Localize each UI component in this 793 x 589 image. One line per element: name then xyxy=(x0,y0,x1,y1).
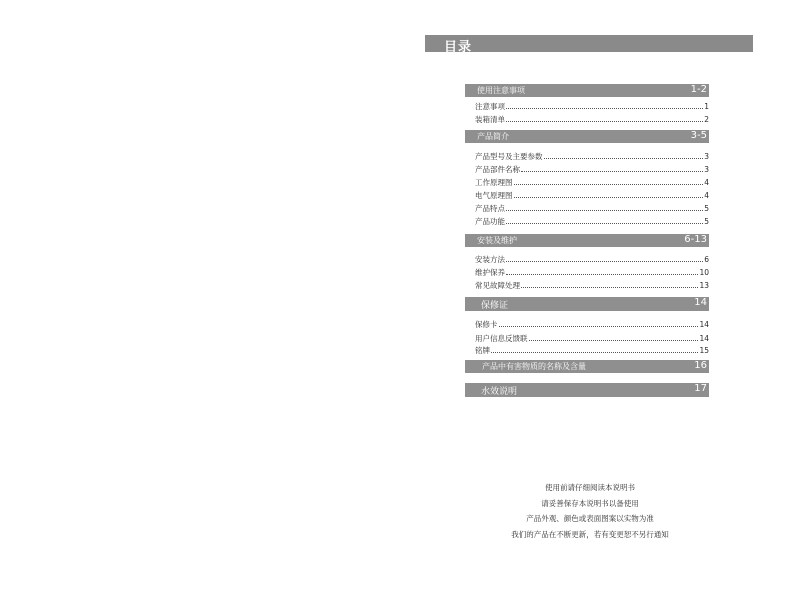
toc-entry-label: 注意事项 xyxy=(475,102,505,111)
toc-entry-label: 维护保养 xyxy=(475,268,505,277)
toc-entry-label: 安装方法 xyxy=(475,255,505,264)
toc-entry-page: 5 xyxy=(704,217,709,226)
toc-entry[interactable] xyxy=(475,333,709,344)
toc-entry[interactable] xyxy=(475,319,709,330)
toc-entry-label: 产品型号及主要参数 xyxy=(475,152,543,161)
toc-entry-label: 铭牌 xyxy=(475,346,490,355)
toc-entry-label: 装箱清单 xyxy=(475,115,505,124)
toc-entry[interactable] xyxy=(475,203,709,214)
section-header-usage-notes[interactable] xyxy=(465,84,709,97)
dot-leader xyxy=(506,216,703,224)
section-pages: 6-13 xyxy=(684,234,707,245)
toc-entry-label: 产品部件名称 xyxy=(475,165,520,174)
dot-leader xyxy=(506,203,703,211)
toc-entry-page: 6 xyxy=(704,255,709,264)
dot-leader xyxy=(544,151,704,159)
section-pages: 17 xyxy=(694,383,707,394)
toc-entry-page: 4 xyxy=(704,178,709,187)
toc-entry-label: 电气原理图 xyxy=(475,191,513,200)
toc-entry-label: 产品特点 xyxy=(475,204,505,213)
section-title: 使用注意事项 xyxy=(477,86,525,95)
toc-entry-page: 3 xyxy=(704,152,709,161)
dot-leader xyxy=(506,254,703,262)
section-title: 水效说明 xyxy=(481,387,518,397)
toc-entry-page: 10 xyxy=(699,268,709,277)
dot-leader xyxy=(499,319,699,327)
section-header-product-intro[interactable] xyxy=(465,130,709,143)
dot-leader xyxy=(506,114,703,122)
section-header-warranty[interactable] xyxy=(465,297,709,311)
toc-entry-label: 用户信息反馈联 xyxy=(475,334,528,343)
section-header-install-maintenance[interactable] xyxy=(465,234,709,247)
toc-entry[interactable] xyxy=(475,254,709,265)
toc-title-bar xyxy=(425,35,753,55)
toc-entry[interactable] xyxy=(475,114,709,125)
dot-leader xyxy=(514,177,704,185)
toc-entry-label: 工作原理图 xyxy=(475,178,513,187)
toc-entry-page: 15 xyxy=(699,346,709,355)
toc-entry-page: 5 xyxy=(704,204,709,213)
toc-entry[interactable] xyxy=(475,345,709,356)
section-pages: 3-5 xyxy=(690,130,707,141)
toc-entry-page: 3 xyxy=(704,165,709,174)
toc-entry-page: 14 xyxy=(699,320,709,329)
section-title: 产品中有害物质的名称及含量 xyxy=(482,362,586,371)
toc-entry-page: 4 xyxy=(704,191,709,200)
dot-leader xyxy=(521,164,703,172)
dot-leader xyxy=(506,267,698,275)
toc-entry[interactable] xyxy=(475,267,709,278)
dot-leader xyxy=(514,190,704,198)
toc-entry-page: 13 xyxy=(699,281,709,290)
toc-entry-label: 常见故障处理 xyxy=(475,281,520,290)
dot-leader xyxy=(529,333,699,341)
note-line: 使用前请仔细阅读本说明书 xyxy=(545,483,635,492)
dot-leader xyxy=(491,345,698,353)
note-line: 请妥善保存本说明书以备使用 xyxy=(541,498,639,508)
toc-entry[interactable] xyxy=(475,190,709,201)
toc-entry[interactable] xyxy=(475,151,709,162)
note-line: 我们的产品在不断更新，若有变更恕不另行通知 xyxy=(511,529,669,539)
section-pages: 14 xyxy=(694,297,707,308)
toc-entry-page: 14 xyxy=(699,334,709,343)
toc-entry[interactable] xyxy=(475,164,709,175)
toc-entry-label: 保修卡 xyxy=(475,320,498,329)
section-pages: 1-2 xyxy=(690,84,707,95)
dot-leader xyxy=(506,101,703,109)
toc-entry[interactable] xyxy=(475,177,709,188)
toc-entry[interactable] xyxy=(475,101,709,112)
section-title: 产品简介 xyxy=(477,132,509,141)
dot-leader xyxy=(521,280,698,288)
section-header-water-efficiency[interactable] xyxy=(465,383,709,397)
toc-entry-page: 2 xyxy=(704,115,709,124)
toc-entry[interactable] xyxy=(475,216,709,227)
toc-title: 目录 xyxy=(444,40,473,55)
toc-entry[interactable] xyxy=(475,280,709,291)
toc-entry-page: 1 xyxy=(704,102,709,111)
section-pages: 16 xyxy=(694,360,707,371)
section-header-hazardous-substances[interactable] xyxy=(465,360,709,373)
note-line: 产品外观、颜色或表面图案以实物为准 xyxy=(526,514,654,523)
section-title: 保修证 xyxy=(481,301,509,311)
section-title: 安装及维护 xyxy=(477,236,517,245)
usage-notes xyxy=(465,480,715,542)
toc-entry-label: 产品功能 xyxy=(475,217,505,226)
